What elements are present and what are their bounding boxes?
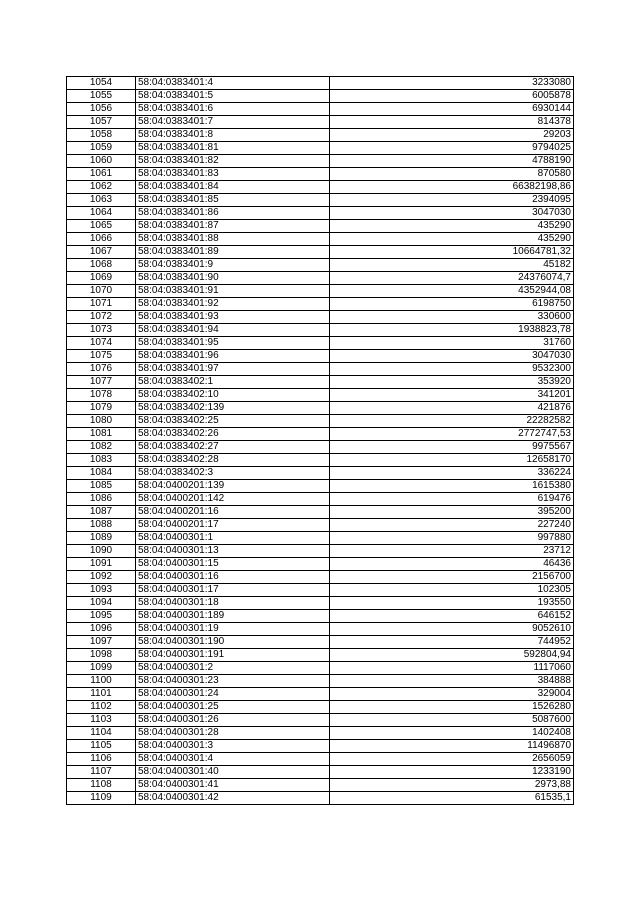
row-number-cell: 1100	[67, 675, 136, 688]
cadastral-number-cell: 58:04:0383401:7	[136, 116, 330, 129]
cadastral-value-cell: 45182	[330, 259, 574, 272]
cadastral-value-cell: 3047030	[330, 207, 574, 220]
row-number-cell: 1108	[67, 779, 136, 792]
table-row	[67, 727, 574, 740]
cadastral-number-cell: 58:04:0383401:82	[136, 155, 330, 168]
table-row	[67, 597, 574, 610]
cadastral-number-cell: 58:04:0400301:191	[136, 649, 330, 662]
cadastral-value-cell: 23712	[330, 545, 574, 558]
table-body	[67, 77, 574, 805]
row-number-cell: 1101	[67, 688, 136, 701]
table-row	[67, 311, 574, 324]
cadastral-value-cell: 814378	[330, 116, 574, 129]
cadastral-number-cell: 58:04:0383402:1	[136, 376, 330, 389]
row-number-cell: 1082	[67, 441, 136, 454]
cadastral-value-cell: 421876	[330, 402, 574, 415]
table-row	[67, 701, 574, 714]
cadastral-number-cell: 58:04:0400201:16	[136, 506, 330, 519]
table-row	[67, 103, 574, 116]
cadastral-value-cell: 1615380	[330, 480, 574, 493]
cadastral-value-cell: 353920	[330, 376, 574, 389]
table-row	[67, 506, 574, 519]
row-number-cell: 1068	[67, 259, 136, 272]
table-row	[67, 285, 574, 298]
cadastral-value-cell: 336224	[330, 467, 574, 480]
row-number-cell: 1086	[67, 493, 136, 506]
table-row	[67, 129, 574, 142]
cadastral-value-cell: 2656059	[330, 753, 574, 766]
row-number-cell: 1089	[67, 532, 136, 545]
table-row	[67, 194, 574, 207]
cadastral-value-cell: 22282582	[330, 415, 574, 428]
table-row	[67, 766, 574, 779]
row-number-cell: 1081	[67, 428, 136, 441]
cadastral-value-cell: 329004	[330, 688, 574, 701]
table-row	[67, 662, 574, 675]
table-row	[67, 142, 574, 155]
table-row	[67, 688, 574, 701]
cadastral-number-cell: 58:04:0400301:19	[136, 623, 330, 636]
table-row	[67, 792, 574, 805]
table-row	[67, 233, 574, 246]
cadastral-value-cell: 66382198,86	[330, 181, 574, 194]
cadastral-value-cell: 1938823,78	[330, 324, 574, 337]
table-row	[67, 441, 574, 454]
cadastral-number-cell: 58:04:0400201:142	[136, 493, 330, 506]
cadastral-value-cell: 744952	[330, 636, 574, 649]
cadastral-number-cell: 58:04:0383401:97	[136, 363, 330, 376]
row-number-cell: 1072	[67, 311, 136, 324]
cadastral-value-cell: 9794025	[330, 142, 574, 155]
row-number-cell: 1104	[67, 727, 136, 740]
row-number-cell: 1105	[67, 740, 136, 753]
row-number-cell: 1098	[67, 649, 136, 662]
cadastral-value-cell: 10664781,32	[330, 246, 574, 259]
row-number-cell: 1070	[67, 285, 136, 298]
row-number-cell: 1055	[67, 90, 136, 103]
row-number-cell: 1080	[67, 415, 136, 428]
cadastral-value-cell: 9052610	[330, 623, 574, 636]
table-row	[67, 259, 574, 272]
row-number-cell: 1102	[67, 701, 136, 714]
cadastral-value-cell: 592804,94	[330, 649, 574, 662]
table-row	[67, 480, 574, 493]
row-number-cell: 1067	[67, 246, 136, 259]
cadastral-number-cell: 58:04:0400301:2	[136, 662, 330, 675]
cadastral-number-cell: 58:04:0383401:87	[136, 220, 330, 233]
cadastral-number-cell: 58:04:0400301:23	[136, 675, 330, 688]
row-number-cell: 1062	[67, 181, 136, 194]
row-number-cell: 1074	[67, 337, 136, 350]
row-number-cell: 1087	[67, 506, 136, 519]
cadastral-value-cell: 2973,88	[330, 779, 574, 792]
cadastral-value-cell: 102305	[330, 584, 574, 597]
cadastral-number-cell: 58:04:0400301:24	[136, 688, 330, 701]
table-row	[67, 402, 574, 415]
row-number-cell: 1085	[67, 480, 136, 493]
row-number-cell: 1065	[67, 220, 136, 233]
cadastral-value-cell: 3233080	[330, 77, 574, 90]
cadastral-number-cell: 58:04:0400301:15	[136, 558, 330, 571]
row-number-cell: 1079	[67, 402, 136, 415]
table-row	[67, 571, 574, 584]
cadastral-number-cell: 58:04:0400301:41	[136, 779, 330, 792]
cadastral-value-cell: 4788190	[330, 155, 574, 168]
cadastral-number-cell: 58:04:0400301:42	[136, 792, 330, 805]
row-number-cell: 1083	[67, 454, 136, 467]
table-row	[67, 623, 574, 636]
table-row	[67, 376, 574, 389]
row-number-cell: 1099	[67, 662, 136, 675]
table-row	[67, 181, 574, 194]
table-row	[67, 493, 574, 506]
cadastral-value-cell: 619476	[330, 493, 574, 506]
cadastral-value-cell: 61535,1	[330, 792, 574, 805]
table-row	[67, 90, 574, 103]
table-row	[67, 272, 574, 285]
cadastral-number-cell: 58:04:0383401:90	[136, 272, 330, 285]
cadastral-number-cell: 58:04:0383402:25	[136, 415, 330, 428]
cadastral-number-cell: 58:04:0400301:190	[136, 636, 330, 649]
table-row	[67, 519, 574, 532]
table-row	[67, 220, 574, 233]
table-row	[67, 649, 574, 662]
row-number-cell: 1107	[67, 766, 136, 779]
cadastral-value-cell: 6930144	[330, 103, 574, 116]
table-row	[67, 558, 574, 571]
row-number-cell: 1091	[67, 558, 136, 571]
row-number-cell: 1090	[67, 545, 136, 558]
row-number-cell: 1106	[67, 753, 136, 766]
row-number-cell: 1057	[67, 116, 136, 129]
row-number-cell: 1064	[67, 207, 136, 220]
table-row	[67, 168, 574, 181]
cadastral-value-cell: 2156700	[330, 571, 574, 584]
cadastral-number-cell: 58:04:0383401:5	[136, 90, 330, 103]
cadastral-value-cell: 1526280	[330, 701, 574, 714]
cadastral-value-cell: 227240	[330, 519, 574, 532]
cadastral-number-cell: 58:04:0383402:27	[136, 441, 330, 454]
row-number-cell: 1084	[67, 467, 136, 480]
table-row	[67, 454, 574, 467]
table-row	[67, 636, 574, 649]
cadastral-value-cell: 12658170	[330, 454, 574, 467]
cadastral-value-cell: 1402408	[330, 727, 574, 740]
cadastral-number-cell: 58:04:0400301:18	[136, 597, 330, 610]
table-row	[67, 779, 574, 792]
cadastral-number-cell: 58:04:0383401:9	[136, 259, 330, 272]
table-row	[67, 753, 574, 766]
cadastral-number-cell: 58:04:0400301:4	[136, 753, 330, 766]
cadastral-number-cell: 58:04:0383401:86	[136, 207, 330, 220]
table-row	[67, 337, 574, 350]
row-number-cell: 1059	[67, 142, 136, 155]
cadastral-number-cell: 58:04:0400301:189	[136, 610, 330, 623]
cadastral-value-cell: 31760	[330, 337, 574, 350]
cadastral-number-cell: 58:04:0383401:89	[136, 246, 330, 259]
table-row	[67, 363, 574, 376]
cadastral-value-cell: 435290	[330, 233, 574, 246]
cadastral-number-cell: 58:04:0400301:1	[136, 532, 330, 545]
cadastral-value-cell: 870580	[330, 168, 574, 181]
table-row	[67, 584, 574, 597]
row-number-cell: 1056	[67, 103, 136, 116]
cadastral-number-cell: 58:04:0400301:25	[136, 701, 330, 714]
row-number-cell: 1103	[67, 714, 136, 727]
row-number-cell: 1078	[67, 389, 136, 402]
cadastral-number-cell: 58:04:0400301:17	[136, 584, 330, 597]
cadastral-number-cell: 58:04:0383401:91	[136, 285, 330, 298]
table-row	[67, 675, 574, 688]
table-row	[67, 389, 574, 402]
table-row	[67, 532, 574, 545]
cadastral-number-cell: 58:04:0400301:40	[136, 766, 330, 779]
row-number-cell: 1109	[67, 792, 136, 805]
table-row	[67, 714, 574, 727]
row-number-cell: 1069	[67, 272, 136, 285]
cadastral-value-cell: 4352944,08	[330, 285, 574, 298]
table-row	[67, 324, 574, 337]
cadastral-number-cell: 58:04:0383401:81	[136, 142, 330, 155]
cadastral-value-cell: 6005878	[330, 90, 574, 103]
cadastral-value-cell: 1233190	[330, 766, 574, 779]
cadastral-value-cell: 384888	[330, 675, 574, 688]
cadastral-value-cell: 5087600	[330, 714, 574, 727]
row-number-cell: 1095	[67, 610, 136, 623]
cadastral-number-cell: 58:04:0383402:3	[136, 467, 330, 480]
cadastral-value-cell: 46436	[330, 558, 574, 571]
cadastral-number-cell: 58:04:0383402:139	[136, 402, 330, 415]
cadastral-value-cell: 11496870	[330, 740, 574, 753]
cadastral-value-cell: 24376074,7	[330, 272, 574, 285]
cadastral-value-cell: 193550	[330, 597, 574, 610]
cadastral-number-cell: 58:04:0383401:92	[136, 298, 330, 311]
cadastral-number-cell: 58:04:0383401:93	[136, 311, 330, 324]
cadastral-value-cell: 341201	[330, 389, 574, 402]
cadastral-number-cell: 58:04:0383402:26	[136, 428, 330, 441]
table-row	[67, 116, 574, 129]
cadastral-number-cell: 58:04:0383401:4	[136, 77, 330, 90]
row-number-cell: 1092	[67, 571, 136, 584]
cadastral-number-cell: 58:04:0400301:13	[136, 545, 330, 558]
table-row	[67, 77, 574, 90]
table-row	[67, 545, 574, 558]
cadastral-number-cell: 58:04:0400301:3	[136, 740, 330, 753]
cadastral-number-cell: 58:04:0400201:139	[136, 480, 330, 493]
table-row	[67, 740, 574, 753]
cadastral-number-cell: 58:04:0383401:95	[136, 337, 330, 350]
row-number-cell: 1076	[67, 363, 136, 376]
cadastral-number-cell: 58:04:0383401:84	[136, 181, 330, 194]
cadastral-value-cell: 6198750	[330, 298, 574, 311]
row-number-cell: 1061	[67, 168, 136, 181]
cadastral-number-cell: 58:04:0383402:10	[136, 389, 330, 402]
row-number-cell: 1063	[67, 194, 136, 207]
row-number-cell: 1071	[67, 298, 136, 311]
cadastral-value-cell: 1117060	[330, 662, 574, 675]
cadastral-number-cell: 58:04:0400301:28	[136, 727, 330, 740]
cadastral-value-cell: 9532300	[330, 363, 574, 376]
cadastral-value-cell: 330600	[330, 311, 574, 324]
cadastral-number-cell: 58:04:0383401:8	[136, 129, 330, 142]
table-row	[67, 350, 574, 363]
cadastral-value-cell: 2772747,53	[330, 428, 574, 441]
table-row	[67, 246, 574, 259]
cadastral-value-cell: 435290	[330, 220, 574, 233]
row-number-cell: 1060	[67, 155, 136, 168]
cadastral-number-cell: 58:04:0383401:94	[136, 324, 330, 337]
row-number-cell: 1077	[67, 376, 136, 389]
row-number-cell: 1066	[67, 233, 136, 246]
cadastral-value-cell: 3047030	[330, 350, 574, 363]
cadastral-value-cell: 29203	[330, 129, 574, 142]
cadastral-number-cell: 58:04:0383402:28	[136, 454, 330, 467]
cadastral-number-cell: 58:04:0383401:96	[136, 350, 330, 363]
cadastral-number-cell: 58:04:0400201:17	[136, 519, 330, 532]
table-row	[67, 610, 574, 623]
row-number-cell: 1058	[67, 129, 136, 142]
table-row	[67, 155, 574, 168]
row-number-cell: 1075	[67, 350, 136, 363]
cadastral-value-table	[66, 76, 574, 805]
row-number-cell: 1093	[67, 584, 136, 597]
cadastral-number-cell: 58:04:0400301:16	[136, 571, 330, 584]
row-number-cell: 1073	[67, 324, 136, 337]
cadastral-number-cell: 58:04:0383401:6	[136, 103, 330, 116]
table-row	[67, 207, 574, 220]
row-number-cell: 1096	[67, 623, 136, 636]
row-number-cell: 1094	[67, 597, 136, 610]
table-row	[67, 298, 574, 311]
cadastral-value-cell: 997880	[330, 532, 574, 545]
row-number-cell: 1088	[67, 519, 136, 532]
cadastral-number-cell: 58:04:0383401:83	[136, 168, 330, 181]
cadastral-value-cell: 646152	[330, 610, 574, 623]
cadastral-number-cell: 58:04:0400301:26	[136, 714, 330, 727]
table-row	[67, 428, 574, 441]
cadastral-number-cell: 58:04:0383401:85	[136, 194, 330, 207]
table-row	[67, 415, 574, 428]
cadastral-value-cell: 395200	[330, 506, 574, 519]
cadastral-value-cell: 2394095	[330, 194, 574, 207]
table-row	[67, 467, 574, 480]
cadastral-number-cell: 58:04:0383401:88	[136, 233, 330, 246]
row-number-cell: 1054	[67, 77, 136, 90]
row-number-cell: 1097	[67, 636, 136, 649]
cadastral-value-cell: 9975567	[330, 441, 574, 454]
